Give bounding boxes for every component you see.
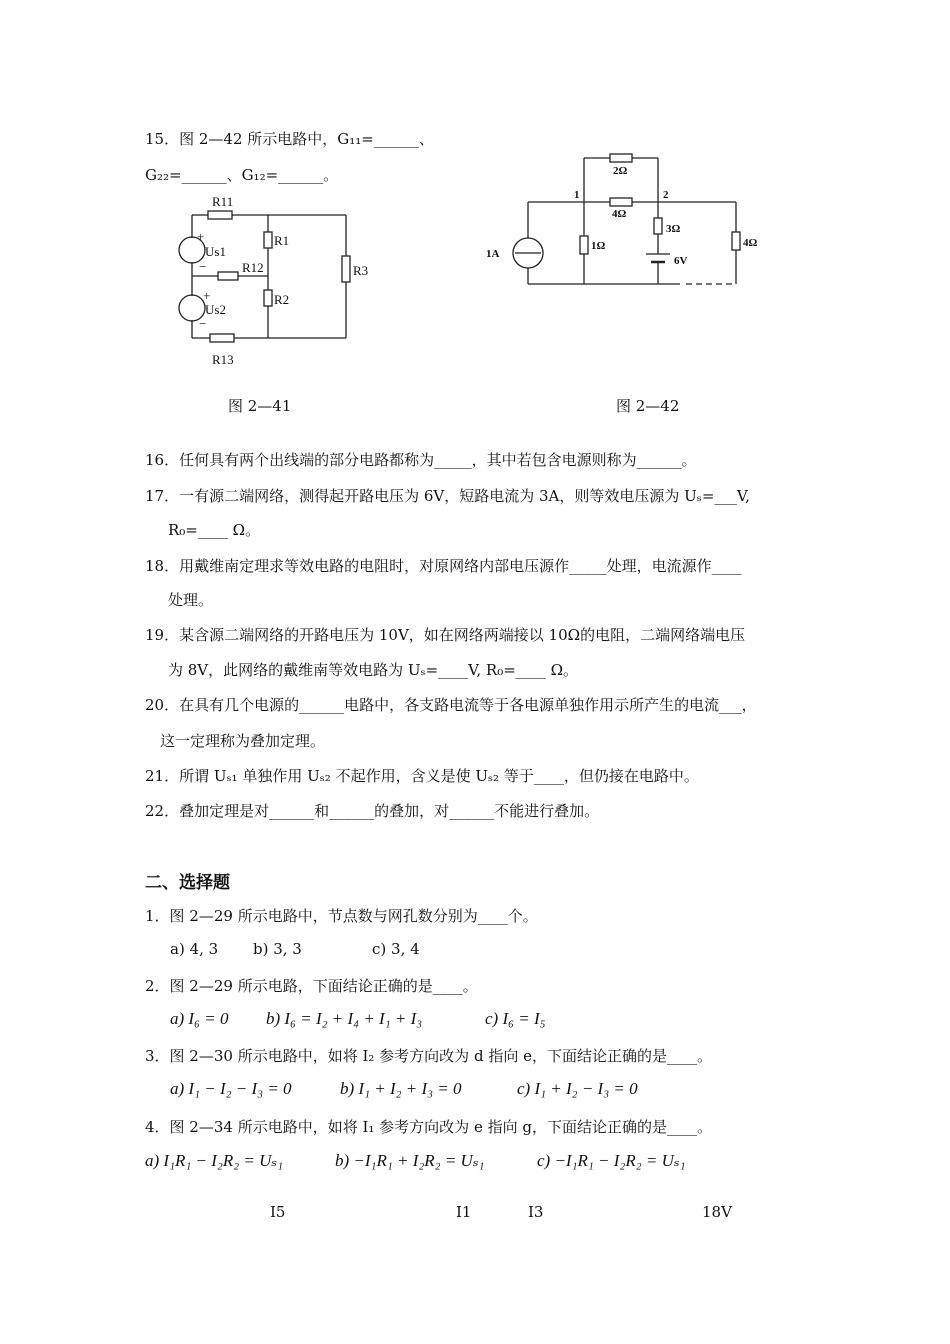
r1ohm-resistor bbox=[580, 236, 588, 254]
r3ohm-label: 3Ω bbox=[666, 223, 681, 235]
choice-q4-opt-a: a) I₁R₁ − I₂R₂ = Uₛ₁ bbox=[145, 1151, 284, 1170]
r2-label: R2 bbox=[274, 292, 290, 307]
r1-label: R1 bbox=[274, 233, 290, 248]
r11-label: R11 bbox=[212, 194, 234, 209]
r3-resistor bbox=[342, 256, 350, 282]
us2-label: Us2 bbox=[205, 302, 226, 317]
choice-q1: 1．图 2—29 所示电路中，节点数与网孔数分别为____个。 bbox=[145, 907, 538, 925]
r2ohm-resistor bbox=[610, 154, 632, 162]
q17-line2: R₀=____ Ω。 bbox=[168, 521, 261, 539]
r2-resistor bbox=[264, 290, 272, 306]
r4ohm-top-resistor bbox=[610, 198, 632, 206]
q15-line2: G₂₂=______、G₁₂=______。 bbox=[145, 166, 339, 184]
q17-line1: 17．一有源二端网络，测得起开路电压为 6V，短路电流为 3A，则等效电压源为 Uₛ=___V, bbox=[145, 487, 750, 505]
battery-label: 6V bbox=[674, 255, 688, 267]
us1-minus: − bbox=[199, 259, 207, 274]
section-heading: 二、选择题 bbox=[145, 873, 230, 893]
r13-label: R13 bbox=[212, 352, 234, 367]
q20-line1: 20．在具有几个电源的______电路中，各支路电流等于各电源单独作用示所产生的电流___， bbox=[145, 696, 757, 714]
figure-2-42 bbox=[480, 150, 770, 290]
choice-q2-opt-c: c) I₆ = I₅ bbox=[485, 1009, 546, 1028]
choice-q1-opt-b: b) 3, 3 bbox=[253, 940, 302, 958]
q21: 21．所谓 Uₛ₁ 单独作用 Uₛ₂ 不起作用，含义是使 Uₛ₂ 等于____，但仍接在电路中。 bbox=[145, 767, 699, 785]
label-i5: I5 bbox=[270, 1203, 286, 1221]
node1-label: 1 bbox=[574, 189, 580, 201]
r2ohm-label: 2Ω bbox=[613, 165, 628, 177]
q20-line2: 这一定理称为叠加定理。 bbox=[160, 732, 326, 750]
q16: 16．任何具有两个出线端的部分电路都称为_____，其中若包含电源则称为______。 bbox=[145, 451, 697, 469]
r3ohm-resistor bbox=[654, 218, 662, 234]
figure-2-41 bbox=[170, 190, 370, 375]
choice-q2: 2．图 2—29 所示电路，下面结论正确的是____。 bbox=[145, 977, 478, 995]
r4ohm-right-label: 4Ω bbox=[743, 237, 758, 249]
r4ohm-top-label: 4Ω bbox=[612, 208, 627, 220]
choice-q1-opt-a: a) 4, 3 bbox=[170, 940, 219, 958]
r13-resistor bbox=[210, 334, 234, 342]
choice-q3-opt-c: c) I₁ + I₂ − I₃ = 0 bbox=[517, 1079, 638, 1098]
r12-label: R12 bbox=[242, 260, 264, 275]
label-18v: 18V bbox=[702, 1203, 732, 1221]
label-i3: I3 bbox=[528, 1203, 544, 1221]
us2-plus: + bbox=[203, 288, 211, 303]
q15-line1: 15．图 2—42 所示电路中，G₁₁=______、 bbox=[145, 130, 434, 148]
fig41-caption: 图 2—41 bbox=[228, 397, 292, 415]
choice-q4-opt-c: c) −I₁R₁ − I₂R₂ = Uₛ₁ bbox=[537, 1151, 686, 1170]
us1-plus: + bbox=[197, 229, 205, 244]
q19-line1: 19．某含源二端网络的开路电压为 10V，如在网络两端接以 10Ω的电阻，二端网络端电压 bbox=[145, 626, 746, 644]
q19-line2: 为 8V，此网络的戴维南等效电路为 Uₛ=____V, R₀=____ Ω。 bbox=[168, 661, 579, 679]
r1ohm-label: 1Ω bbox=[591, 240, 606, 252]
r12-resistor bbox=[218, 272, 238, 280]
fig42-caption: 图 2—42 bbox=[616, 397, 680, 415]
r3-label: R3 bbox=[353, 263, 369, 278]
choice-q2-opt-a: a) I₆ = 0 bbox=[170, 1009, 229, 1028]
choice-q4-opt-b: b) −I₁R₁ + I₂R₂ = Uₛ₁ bbox=[335, 1151, 485, 1170]
choice-q4: 4．图 2—34 所示电路中，如将 I₁ 参考方向改为 e 指向 g，下面结论正确的是____。 bbox=[145, 1118, 712, 1136]
choice-q1-opt-c: c) 3, 4 bbox=[372, 940, 420, 958]
label-i1: I1 bbox=[456, 1203, 472, 1221]
us1-label: Us1 bbox=[205, 244, 226, 259]
q22: 22．叠加定理是对______和______的叠加，对______不能进行叠加。 bbox=[145, 802, 600, 820]
r11-resistor bbox=[208, 211, 232, 219]
choice-q3: 3．图 2—30 所示电路中，如将 I₂ 参考方向改为 d 指向 e，下面结论正确的是____。 bbox=[145, 1047, 712, 1065]
choice-q3-opt-a: a) I₁ − I₂ − I₃ = 0 bbox=[170, 1079, 292, 1098]
r4ohm-right-resistor bbox=[732, 232, 740, 250]
choice-q2-opt-b: b) I₆ = I₂ + I₄ + I₁ + I₃ bbox=[266, 1009, 423, 1028]
q18-line1: 18．用戴维南定理求等效电路的电阻时，对原网络内部电压源作_____处理，电流源作____ bbox=[145, 557, 742, 575]
source-label: 1A bbox=[486, 248, 500, 260]
us2-minus: − bbox=[199, 316, 207, 331]
q18-line2: 处理。 bbox=[168, 591, 214, 609]
r1-resistor bbox=[264, 232, 272, 248]
node2-label: 2 bbox=[663, 189, 669, 201]
choice-q3-opt-b: b) I₁ + I₂ + I₃ = 0 bbox=[340, 1079, 462, 1098]
